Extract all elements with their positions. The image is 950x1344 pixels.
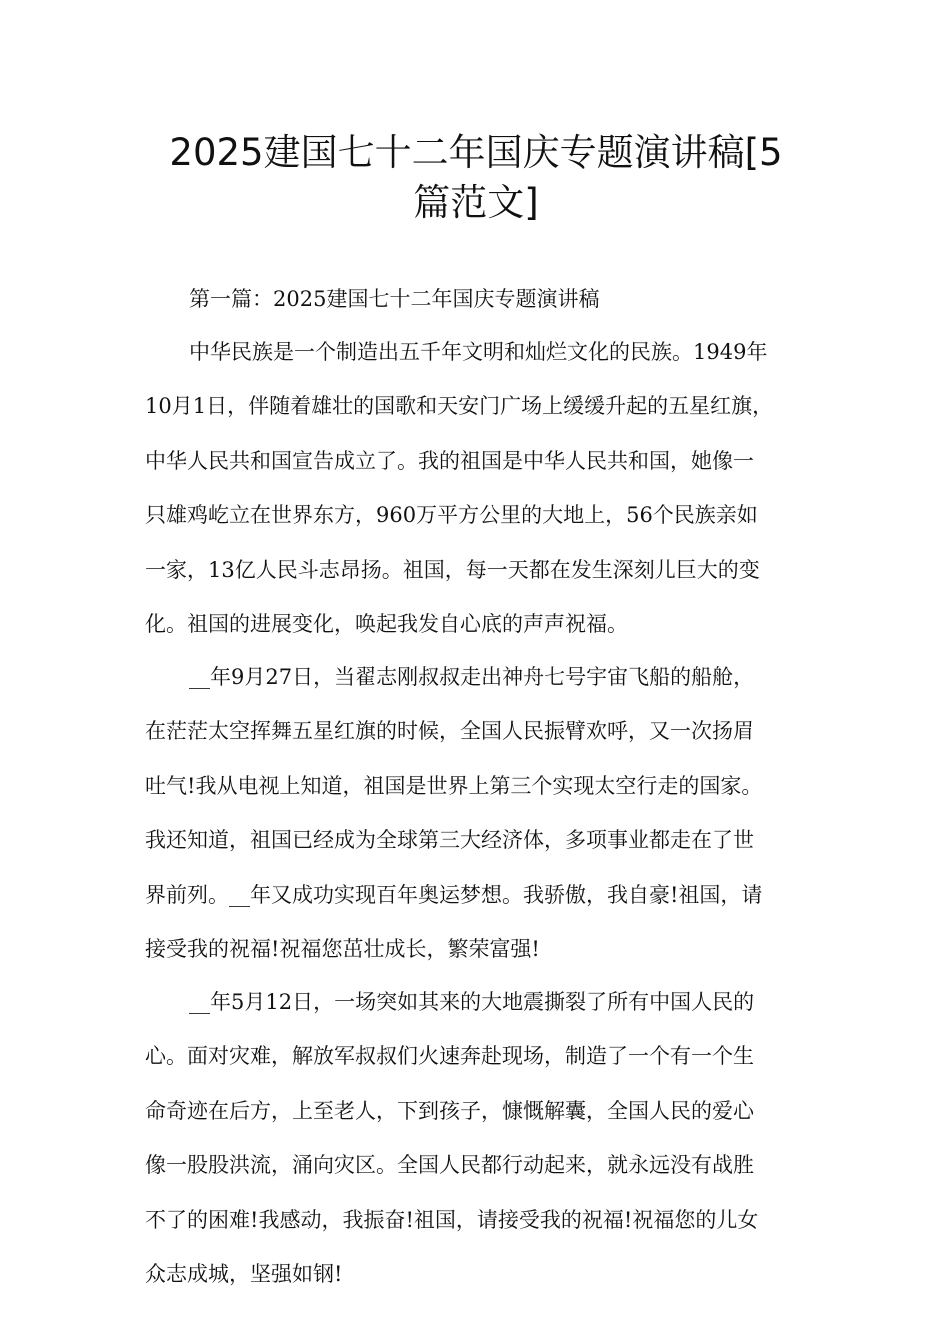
paragraph-line: 只雄鸡屹立在世界东方，960万平方公里的大地上，56个民族亲如 (145, 503, 758, 527)
document-title (150, 128, 802, 228)
paragraph-line: 众志成城，坚强如钢! (145, 1262, 343, 1286)
title-line-2: 篇范文] (413, 181, 539, 224)
paragraph-line: 中华人民共和国宣告成立了。我的祖国是中华人民共和国，她像一 (145, 448, 754, 473)
paragraph-1 (145, 335, 813, 643)
paragraph-3 (145, 985, 813, 1293)
section-heading: 第一篇：2025建国七十二年国庆专题演讲稿 (189, 287, 600, 311)
document-body (145, 282, 813, 1310)
paragraph-line: 一家，13亿人民斗志昂扬。祖国，每一天都在发生深刻儿巨大的变 (145, 557, 760, 582)
paragraph-2 (145, 660, 813, 968)
paragraph-line: 界前列。__年又成功实现百年奥运梦想。我骄傲，我自豪!祖国，请 (145, 882, 763, 907)
paragraph-line: 化。祖国的进展变化，唤起我发自心底的声声祝福。 (145, 612, 628, 636)
paragraph-line: 接受我的祝福!祝福您茁壮成长，繁荣富强! (145, 937, 540, 961)
paragraph-line: __年5月12日，一场突如其来的大地震撕裂了所有中国人民的 (189, 989, 755, 1014)
paragraph-line: 心。面对灾难，解放军叔叔们火速奔赴现场，制造了一个有一个生 (145, 1044, 754, 1068)
paragraph-line: 像一股股洪流，涌向灾区。全国人民都行动起来，就永远没有战胜 (145, 1153, 754, 1177)
title-line-1: 2025建国七十二年国庆专题演讲稿[5 (169, 131, 783, 174)
paragraph-line: 10月1日，伴随着雄壮的国歌和天安门广场上缓缓升起的五星红旗， (145, 394, 774, 418)
paragraph-line: 在茫茫太空挥舞五星红旗的时候，全国人民振臂欢呼，又一次扬眉 (145, 719, 754, 743)
paragraph-line: __年9月27日，当翟志刚叔叔走出神舟七号宇宙飞船的船舱， (189, 664, 755, 689)
paragraph-line: 吐气!我从电视上知道，祖国是世界上第三个实现太空行走的国家。 (145, 773, 763, 798)
paragraph-line: 中华民族是一个制造出五千年文明和灿烂文化的民族。1949年 (189, 339, 768, 364)
paragraph-line: 我还知道，祖国已经成为全球第三大经济体，多项事业都走在了世 (145, 828, 754, 852)
paragraph-line: 命奇迹在后方，上至老人，下到孩子，慷慨解囊，全国人民的爱心 (145, 1098, 754, 1123)
paragraph-line: 不了的困难!我感动，我振奋!祖国，请接受我的祝福!祝福您的儿女 (145, 1207, 759, 1232)
